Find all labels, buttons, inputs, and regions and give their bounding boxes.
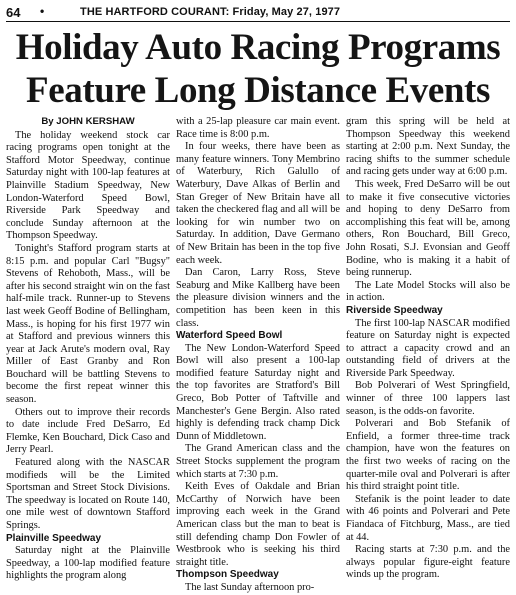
section-subhead: Riverside Speedway (346, 304, 443, 316)
section-subhead: Waterford Speed Bowl (176, 330, 283, 342)
headline-line-2: Feature Long Distance Events (26, 70, 490, 111)
paragraph: Featured along with the NASCAR modifieds will be the Limited Sportsman and Street Stock Divisions. The speedway is located on Route 140, one mile west of downtown Stafford Springs. (6, 457, 170, 531)
paragraph: Saturday night at the Plainville Speedway, a 100-lap modified feature highlights the program along (6, 545, 170, 582)
paragraph: The Grand American class and the Street Stocks supplement the program which starts at 7:30 p.m. (176, 443, 340, 480)
article-column-1 (6, 116, 170, 582)
byline: By JOHN KERSHAW (41, 116, 135, 127)
paragraph: In four weeks, there have been as many feature winners. Tony Membrino of Waterbury, Rich Galullo of Waterbury, Dave Alkas of Berlin and Stan Greger of New Britain have all taken the checkered flag and all will be looking for win number two on Saturday. In addition, Dave Germano of New Britain has been in the top five each week. (176, 141, 340, 266)
article-column-2 (176, 116, 340, 593)
paragraph: The last Sunday afternoon pro- (185, 581, 315, 593)
paragraph: Dan Caron, Larry Ross, Steve Seaburg and Mike Kallberg have been the pleasure division winners and the competition has been keen in this class. (176, 267, 340, 329)
paragraph: Polverari and Bob Stefanik of Enfield, a former three-time track champion, have won the features on the first two weeks of racing on the quarter-mile oval and Polverari is after his third straight point title. (346, 418, 510, 493)
paragraph: This week, Fred DeSarro will be out to make it five consecutive victories and hoping to deny DeSarro from accomplishing this feat will be, among others, Ron Bouchard, Bill Greco, John Rosati, S.J. Evonsian and Geoff Bodine, who is making it a habit of being runnerup. (346, 178, 510, 279)
paragraph: Others out to improve their records to date include Fred DeSarro, Ed Flemke, Ken Bouchard, Dick Caso and Jerry Pearl. (6, 406, 170, 456)
section-subhead: Plainville Speedway (6, 532, 102, 544)
paragraph-continued: gram this spring will be held at Thompson Speedway this weekend starting at 2:00 p.m. Next Sunday, the racing shifts to the summer schedule and racing gets under way at 6:00 p.m. (346, 116, 510, 178)
headline (6, 26, 510, 112)
bullet-separator: • (40, 4, 45, 18)
paragraph: The New London-Waterford Speed Bowl will also present a 100-lap modified feature Saturday night and the top favorites are Stratford's Bill Greco, Bob Potter of Taftville and Manchester's Gene Bergin. Also rated highly is defending track champ Dick Dunn of Middletown. (176, 342, 340, 442)
paragraph: Bob Polverari of West Springfield, winner of three 100 lappers last season, is the odds-on favorite. (346, 380, 510, 417)
headline-line-1: Holiday Auto Racing Programs (15, 27, 501, 68)
paragraph-continued: with a 25-lap pleasure car main event. Race time is 8:00 p.m. (176, 116, 340, 140)
article-column-3 (346, 116, 510, 581)
paragraph: Racing starts at 7:30 p.m. and the always popular figure-eight feature winds up the program. (346, 544, 510, 581)
paragraph: Keith Eves of Oakdale and Brian McCarthy of Norwich have been improving each week in the Grand American class but the man to beat is still defending champ Don Fowler of Westbrook who is seeking his third straight title. (176, 481, 340, 568)
paragraph: The first 100-lap NASCAR modified feature on Saturday night is expected to attract a capacity crowd and an outstanding field of drivers at the Riverside Park Speedway. (346, 317, 510, 379)
page-number: 64 (6, 5, 21, 20)
paragraph: The Late Model Stocks will also be in action. (346, 279, 510, 304)
section-subhead: Thompson Speedway (176, 569, 279, 581)
paragraph: Tonight's Stafford program starts at 8:15 p.m. and popular Carl "Bugsy" Stevens of Rehoboth, Mass., will be after his second straight win on the fast half-mile track. Runner-up to Stevens last week Geoff Bodine of Bellingham, Mass., is hoping for his first 1977 win at Stafford and previous winners this year at Jack Arute's modern oval, Ray Miller of East Granby and Ron Bouchard will be battling Stevens to become the first repeat winner this season. (6, 242, 170, 406)
paragraph: Stefanik is the point leader to date with 46 points and Polverari and Pete Fiandaca of Fitchburg, Mass., are tied at 44. (346, 493, 510, 543)
paragraph: The holiday weekend stock car racing programs open tonight at the Stafford Motor Speedway, continue Saturday night with 100-lap features at Plainville Stadium Speedway, New London-Waterford Speed Bowl, Riverside Park Speedway and conclude Sunday afternoon at the Thompson Speedway. (6, 129, 170, 242)
newspaper-dateline: THE HARTFORD COURANT: Friday, May 27, 1977 (80, 6, 341, 18)
masthead (6, 3, 510, 22)
